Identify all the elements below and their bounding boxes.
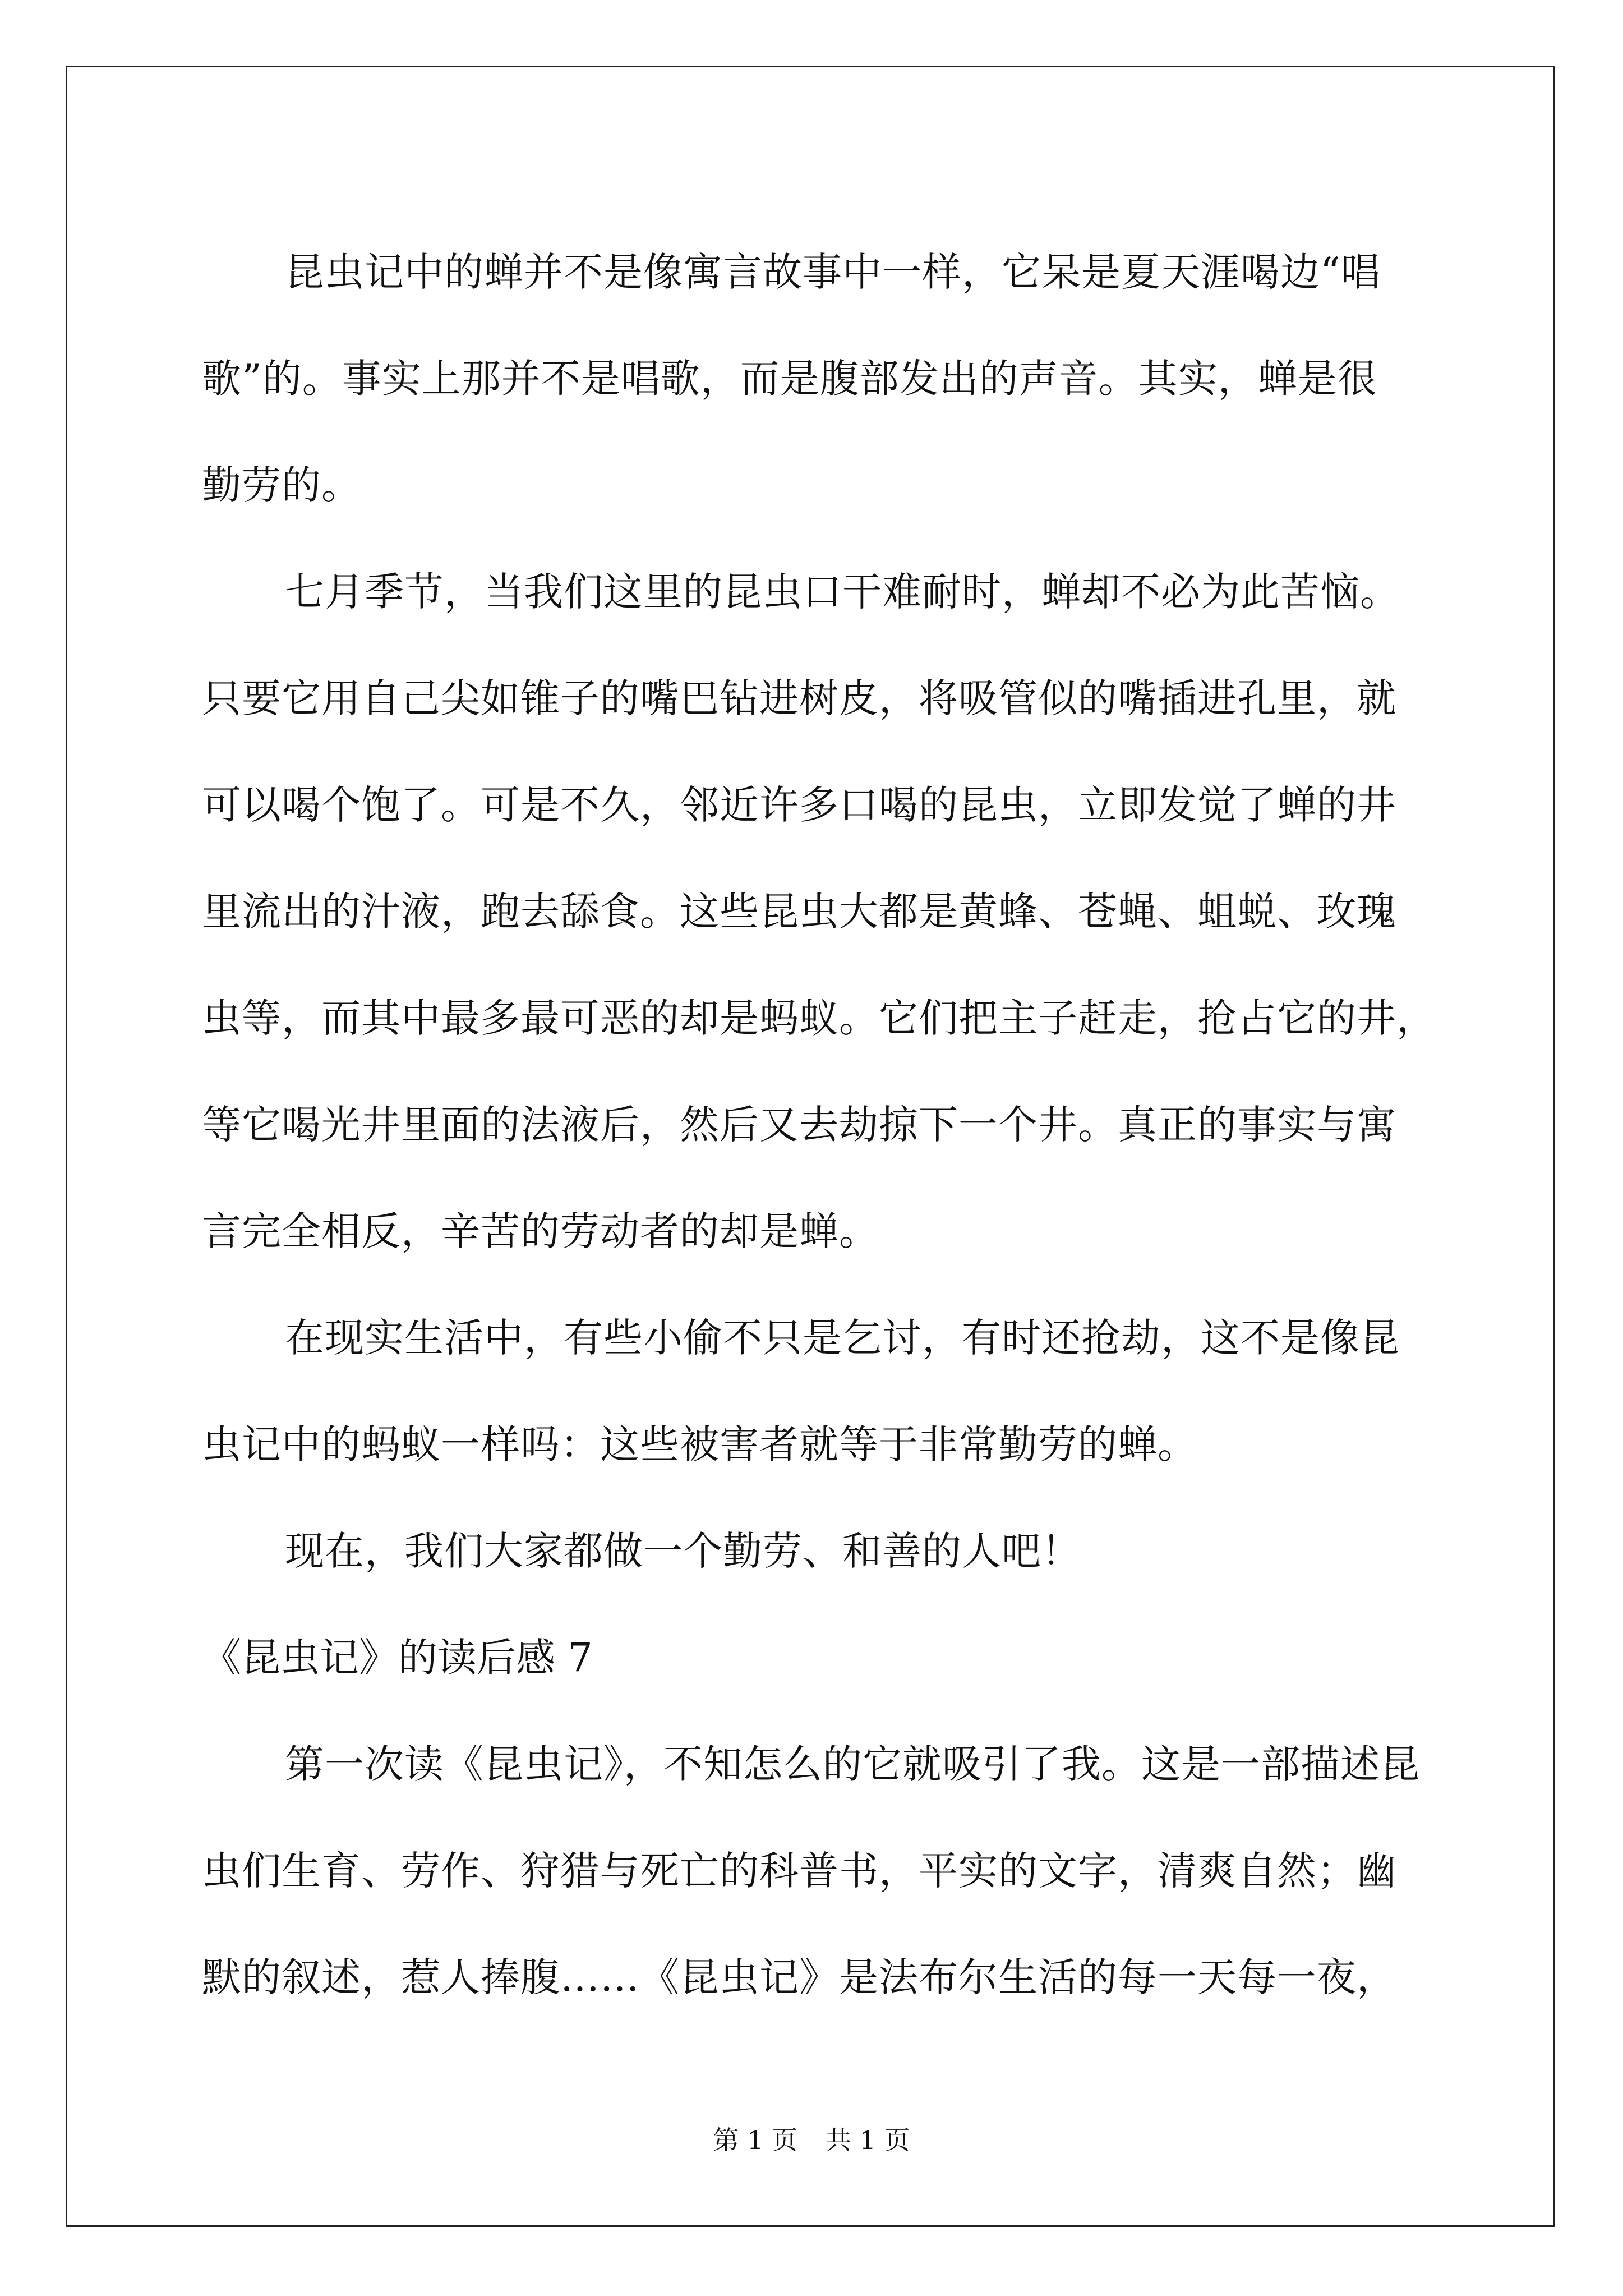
text-line: 虫等，而其中最多最可恶的却是蚂蚁。它们把主子赶走，抢占它的井， bbox=[202, 995, 1436, 1041]
page-number: 第 1 页 bbox=[713, 2125, 797, 2155]
text-line: 只要它用自己尖如锥子的嘴巴钻进树皮，将吸管似的嘴插进孔里，就 bbox=[202, 675, 1396, 721]
paragraph-4 bbox=[202, 1498, 1458, 1604]
text-line: 第一次读《昆虫记》，不知怎么的它就吸引了我。这是一部描述昆 bbox=[285, 1741, 1420, 1787]
text-line: 歌”的。事实上那并不是唱歌，而是腹部发出的声音。其实，蝉是很 bbox=[202, 356, 1377, 402]
text-line: 虫记中的蚂蚁一样吗：这些被害者就等于非常勤劳的蝉。 bbox=[202, 1421, 1197, 1467]
paragraph-3 bbox=[202, 1285, 1458, 1498]
section-heading: 《昆虫记》的读后感 7 bbox=[202, 1635, 593, 1681]
text-line: 七月季节，当我们这里的昆虫口干难耐时，蝉却不必为此苦恼。 bbox=[285, 569, 1400, 615]
page-total: 共 1 页 bbox=[826, 2125, 910, 2155]
paragraph-1 bbox=[202, 219, 1458, 539]
text-line: 现在，我们大家都做一个勤劳、和善的人吧！ bbox=[285, 1528, 1081, 1574]
text-line: 言完全相反，辛苦的劳动者的却是蝉。 bbox=[202, 1208, 879, 1254]
text-line: 等它喝光井里面的法液后，然后又去劫掠下一个井。真正的事实与寓 bbox=[202, 1102, 1396, 1148]
text-line: 虫们生育、劳作、狩猎与死亡的科普书，平实的文字，清爽自然；幽 bbox=[202, 1848, 1396, 1894]
page-footer bbox=[0, 2123, 1623, 2157]
text-line: 在现实生活中，有些小偷不只是乞讨，有时还抢劫，这不是像昆 bbox=[285, 1315, 1400, 1361]
paragraph-2 bbox=[202, 539, 1458, 1285]
paragraph-5 bbox=[202, 1711, 1458, 2031]
text-line: 里流出的汁液，跑去舔食。这些昆虫大都是黄蜂、苍蝇、蛆蜕、玫瑰 bbox=[202, 889, 1396, 935]
text-line: 勤劳的。 bbox=[202, 462, 361, 508]
text-line: 昆虫记中的蝉并不是像寓言故事中一样，它呆是夏天涯喝边“唱 bbox=[285, 249, 1381, 295]
text-line: 默的叙述，惹人捧腹……《昆虫记》是法布尔生活的每一天每一夜， bbox=[202, 1954, 1396, 2000]
text-line: 可以喝个饱了。可是不久，邻近许多口喝的昆虫，立即发觉了蝉的井 bbox=[202, 782, 1396, 828]
document-body bbox=[202, 219, 1458, 2031]
